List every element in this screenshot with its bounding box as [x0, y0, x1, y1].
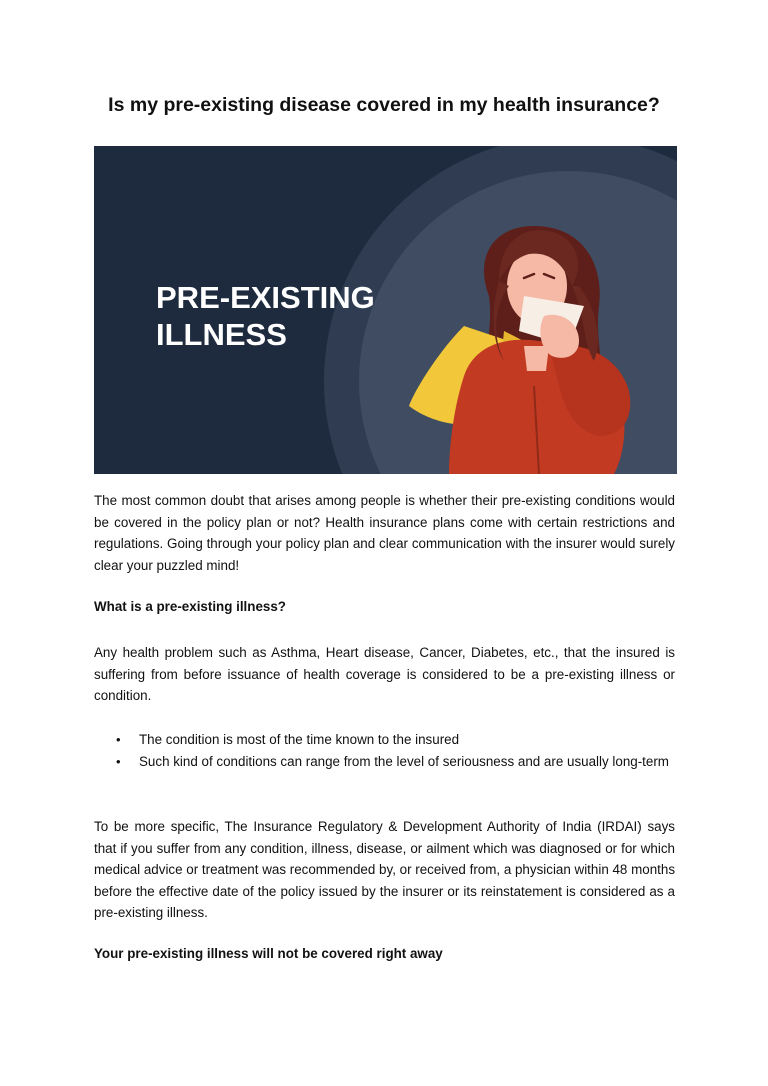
banner-text-line2: ILLNESS — [156, 317, 287, 352]
page-title: Is my pre-existing disease covered in my health insurance? — [108, 94, 660, 116]
bullet-item — [94, 751, 675, 773]
section-heading-not-covered: Your pre-existing illness will not be covered right away — [94, 946, 443, 961]
bullet-list — [94, 729, 675, 772]
bullet-icon: • — [116, 732, 121, 747]
bullet-icon: • — [116, 753, 121, 769]
section-heading-what-is: What is a pre-existing illness? — [94, 599, 286, 614]
banner-text-line1: PRE-EXISTING — [156, 280, 375, 315]
pre-existing-illness-banner — [94, 146, 677, 474]
hero-illustration — [94, 146, 677, 474]
bullet-text: The condition is most of the time known to the insured — [139, 732, 460, 747]
bullet-text: Such kind of conditions can range from the level of seriousness and are usually long-term — [139, 753, 669, 769]
bullet-item — [94, 729, 675, 751]
definition-paragraph: Any health problem such as Asthma, Heart disease, Cancer, Diabetes, etc., that the insured is suffering from before issuance of health coverage is considered to be a pre-existing illness or condition. — [94, 645, 675, 704]
irdai-paragraph: To be more specific, The Insurance Regulatory & Development Authority of India (IRDAI) says that if you suffer from any condition, illness, disease, or ailment which was diagnosed or for which medical advice or treatment was recommended by, or received from, a physician within 48 months before the effective date of the policy issued by the insurer or its reinstatement is considered as a pre-existing illness. — [94, 819, 676, 921]
intro-paragraph: The most common doubt that arises among people is whether their pre-existing conditions would be covered in the policy plan or not? Health insurance plans come with certain restrictions and regulations. Going through your policy plan and clear communication with the insurer would surely clear your puzzled mind! — [94, 493, 675, 573]
